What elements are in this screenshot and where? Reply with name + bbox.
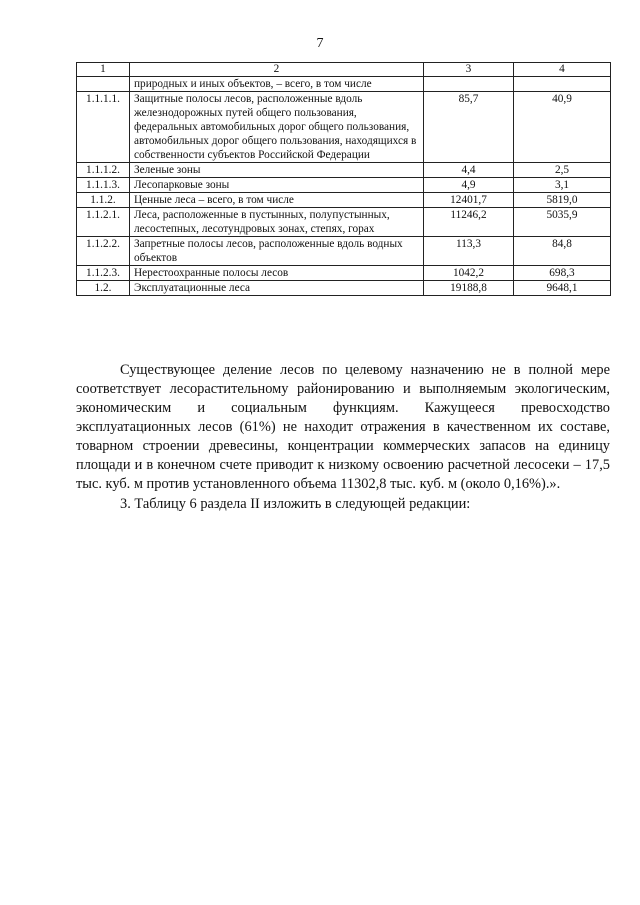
row-value-col4-cell: 698,3	[514, 266, 611, 281]
table-row	[77, 178, 611, 193]
row-name-cell: Запретные полосы лесов, расположенные вдоль водных объектов	[130, 237, 424, 266]
header-cell: 2	[130, 63, 424, 77]
row-number-cell	[77, 77, 130, 92]
row-value-col4-cell: 5819,0	[514, 193, 611, 208]
row-number-cell: 1.1.1.1.	[77, 92, 130, 163]
row-value-col4-cell: 40,9	[514, 92, 611, 163]
row-value-col3-cell: 85,7	[424, 92, 514, 163]
row-number-cell: 1.1.1.2.	[77, 163, 130, 178]
row-number-cell: 1.1.2.2.	[77, 237, 130, 266]
row-name-cell: Эксплуатационные леса	[130, 281, 424, 296]
row-name-cell: Нерестоохранные полосы лесов	[130, 266, 424, 281]
table-row	[77, 266, 611, 281]
row-value-col3-cell: 19188,8	[424, 281, 514, 296]
table-row	[77, 77, 611, 92]
row-value-col4-cell: 2,5	[514, 163, 611, 178]
table-row	[77, 237, 611, 266]
table-row	[77, 193, 611, 208]
row-value-col3-cell: 113,3	[424, 237, 514, 266]
header-cell: 1	[77, 63, 130, 77]
row-value-col4-cell: 3,1	[514, 178, 611, 193]
paragraph-table6-instruction: 3. Таблицу 6 раздела II изложить в следующей редакции:	[120, 496, 471, 512]
row-value-col3-cell: 4,4	[424, 163, 514, 178]
row-value-col4-cell: 9648,1	[514, 281, 611, 296]
table-row	[77, 92, 611, 163]
row-name-cell: Леса, расположенные в пустынных, полупустынных, лесостепных, лесотундровых зонах, степях, горах	[130, 208, 424, 237]
row-value-col4-cell	[514, 77, 611, 92]
table-header-row	[77, 63, 611, 77]
header-cell: 3	[424, 63, 514, 77]
row-number-cell: 1.2.	[77, 281, 130, 296]
table-body	[77, 63, 611, 296]
row-value-col3-cell: 11246,2	[424, 208, 514, 237]
forest-table	[76, 62, 611, 296]
row-value-col4-cell: 84,8	[514, 237, 611, 266]
row-value-col3-cell: 4,9	[424, 178, 514, 193]
table-row	[77, 281, 611, 296]
row-value-col3-cell: 1042,2	[424, 266, 514, 281]
row-number-cell: 1.1.2.	[77, 193, 130, 208]
row-value-col4-cell: 5035,9	[514, 208, 611, 237]
row-name-cell: Зеленые зоны	[130, 163, 424, 178]
row-value-col3-cell: 12401,7	[424, 193, 514, 208]
row-name-cell: Защитные полосы лесов, расположенные вдоль железнодорожных путей общего пользования, федеральных автомобильных дорог общего пользования, автомобильных дорог общего пользования, находящихся в собственности субъектов Российской Федерации	[130, 92, 424, 163]
row-number-cell: 1.1.2.1.	[77, 208, 130, 237]
table-row	[77, 163, 611, 178]
row-name-cell: Лесопарковые зоны	[130, 178, 424, 193]
row-name-cell: природных и иных объектов, – всего, в том числе	[130, 77, 424, 92]
row-number-cell: 1.1.1.3.	[77, 178, 130, 193]
row-name-cell: Ценные леса – всего, в том числе	[130, 193, 424, 208]
row-value-col3-cell	[424, 77, 514, 92]
header-cell: 4	[514, 63, 611, 77]
row-number-cell: 1.1.2.3.	[77, 266, 130, 281]
paragraph-forest-division: Существующее деление лесов по целевому назначению не в полной мере соответствует лесорастительному районированию и выполняемым экологическим, экономическим и социальным функциям. Кажущееся превосходство эксплуатационных лесов (61%) не находит отражения в качественном их составе, товарном строении древесины, концентрации коммерческих запасов на единицу площади и в конечном счете приводит к низкому освоению расчетной лесосеки – 17,5 тыс. куб. м против установленного объема 11302,8 тыс. куб. м (около 0,16%).».	[76, 362, 610, 492]
page-number: 7	[316, 36, 324, 51]
table-row	[77, 208, 611, 237]
